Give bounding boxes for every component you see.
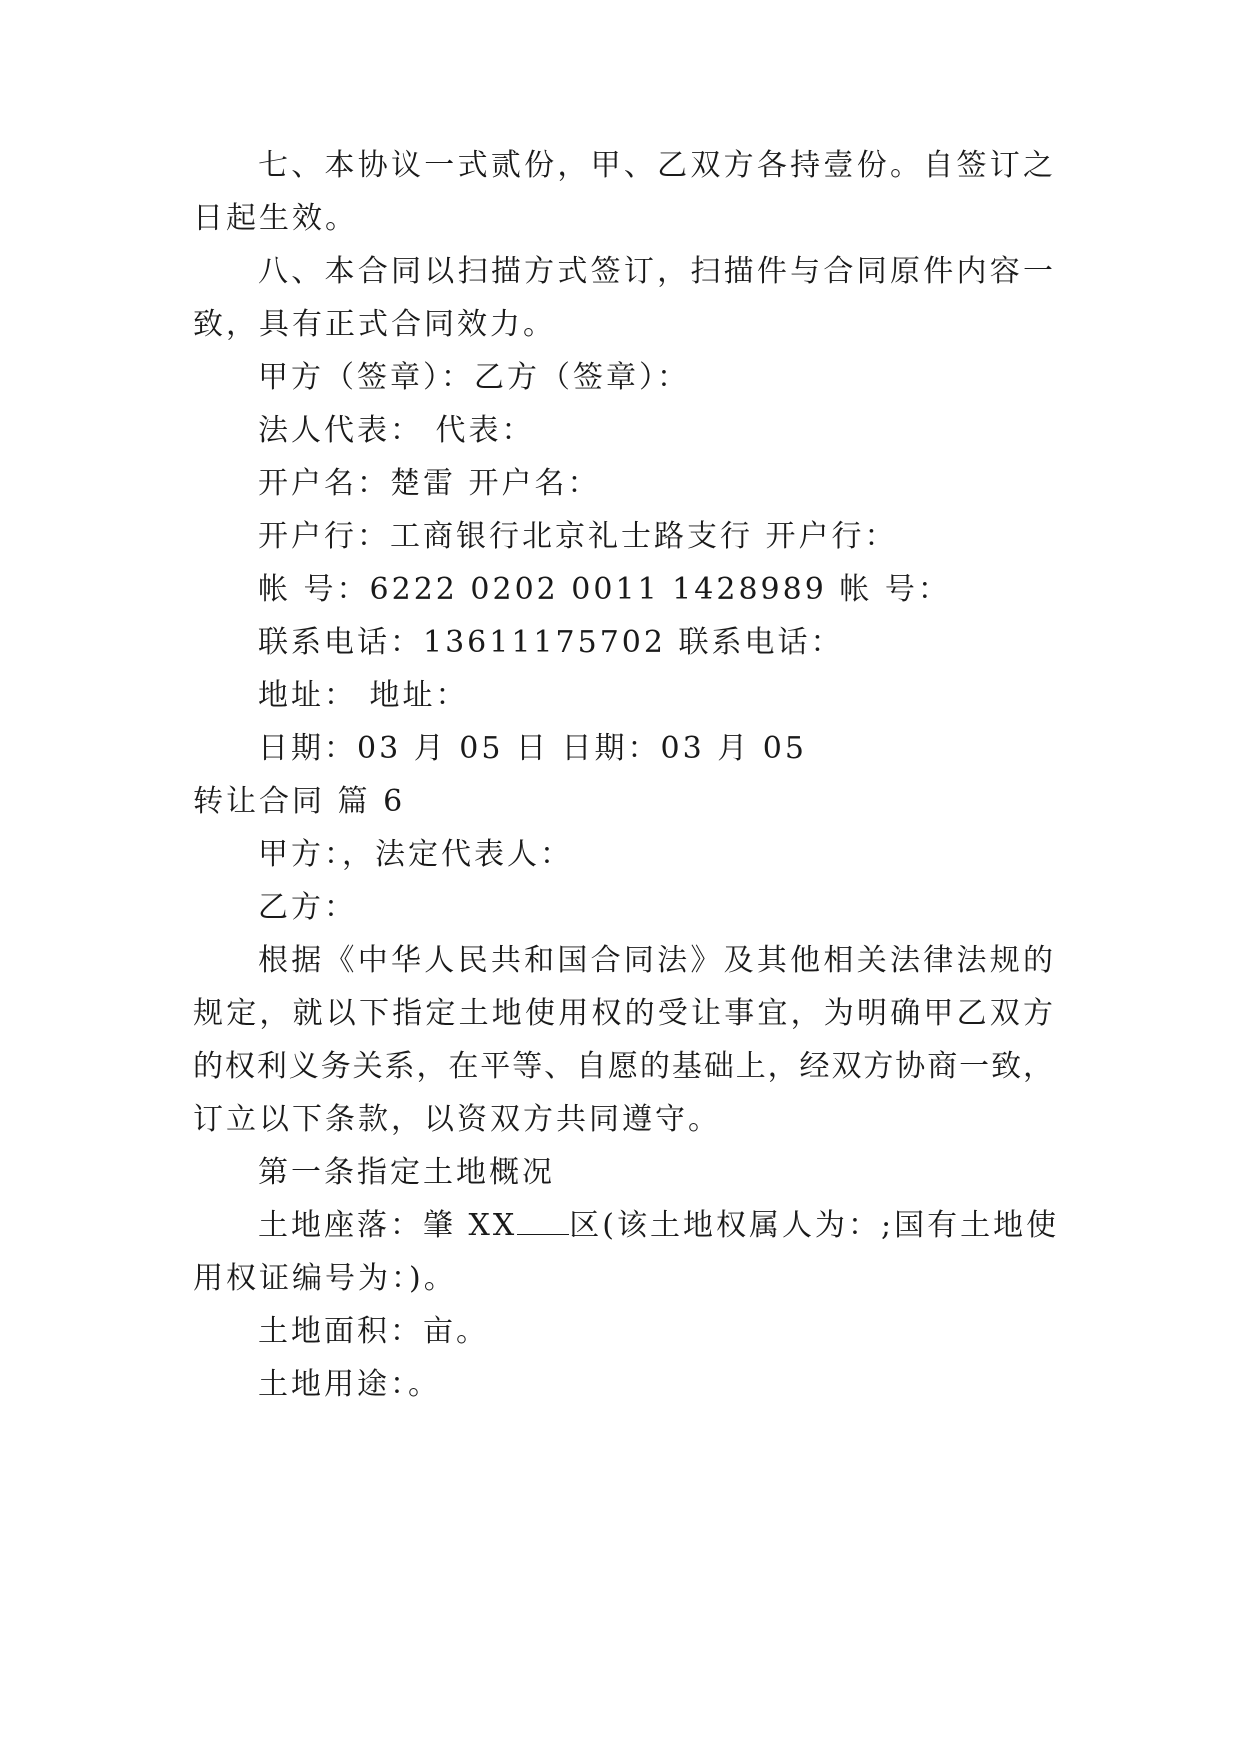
clause-8-line-2: 致，具有正式合同效力。 [193, 307, 556, 342]
address-line: 地址： 地址： [258, 678, 469, 713]
location-text-start: 土地座落：肇 XX [258, 1208, 518, 1243]
article-1-heading: 第一条指定土地概况 [258, 1155, 555, 1190]
party-a-line: 甲方：，法定代表人： [258, 837, 573, 872]
location-text-end: 区(该土地权属人为：;国有土地使 [569, 1208, 1060, 1243]
date-line: 日期：03 月 05 日 日期：03 月 05 [258, 731, 807, 766]
account-name-line: 开户名：楚雷 开户名： [258, 466, 601, 501]
account-number-line: 帐 号：6222 0202 0011 1428989 帐 号： [258, 572, 951, 607]
clause-7-line-2: 日起生效。 [193, 201, 358, 236]
location-line [258, 1206, 1059, 1246]
phone-line: 联系电话：13611175702 联系电话： [258, 625, 844, 660]
clause-7-line-1: 七、本协议一式贰份，甲、乙双方各持壹份。自签订之 [258, 148, 1053, 183]
certificate-line: 用权证编号为：)。 [193, 1261, 457, 1296]
section-heading: 转让合同 篇 6 [193, 784, 406, 819]
preamble-line-1: 根据《中华人民共和国合同法》及其他相关法律法规的 [258, 943, 1053, 978]
area-line: 土地面积：亩。 [258, 1314, 489, 1349]
bank-line: 开户行：工商银行北京礼士路支行 开户行： [258, 519, 898, 554]
preamble-line-3: 的权利义务关系，在平等、自愿的基础上，经双方协商一致， [193, 1049, 1053, 1084]
clause-8-line-1: 八、本合同以扫描方式签订，扫描件与合同原件内容一 [258, 254, 1053, 289]
blank-underline [517, 1206, 569, 1235]
preamble-line-2: 规定，就以下指定土地使用权的受让事宜，为明确甲乙双方 [193, 996, 1053, 1031]
signature-line: 甲方（签章）：乙方（签章）： [258, 360, 690, 395]
legal-representative-line: 法人代表： 代表： [258, 413, 535, 448]
usage-line: 土地用途：。 [258, 1367, 441, 1402]
preamble-line-4: 订立以下条款，以资双方共同遵守。 [193, 1102, 721, 1137]
party-b-line: 乙方： [258, 890, 357, 925]
